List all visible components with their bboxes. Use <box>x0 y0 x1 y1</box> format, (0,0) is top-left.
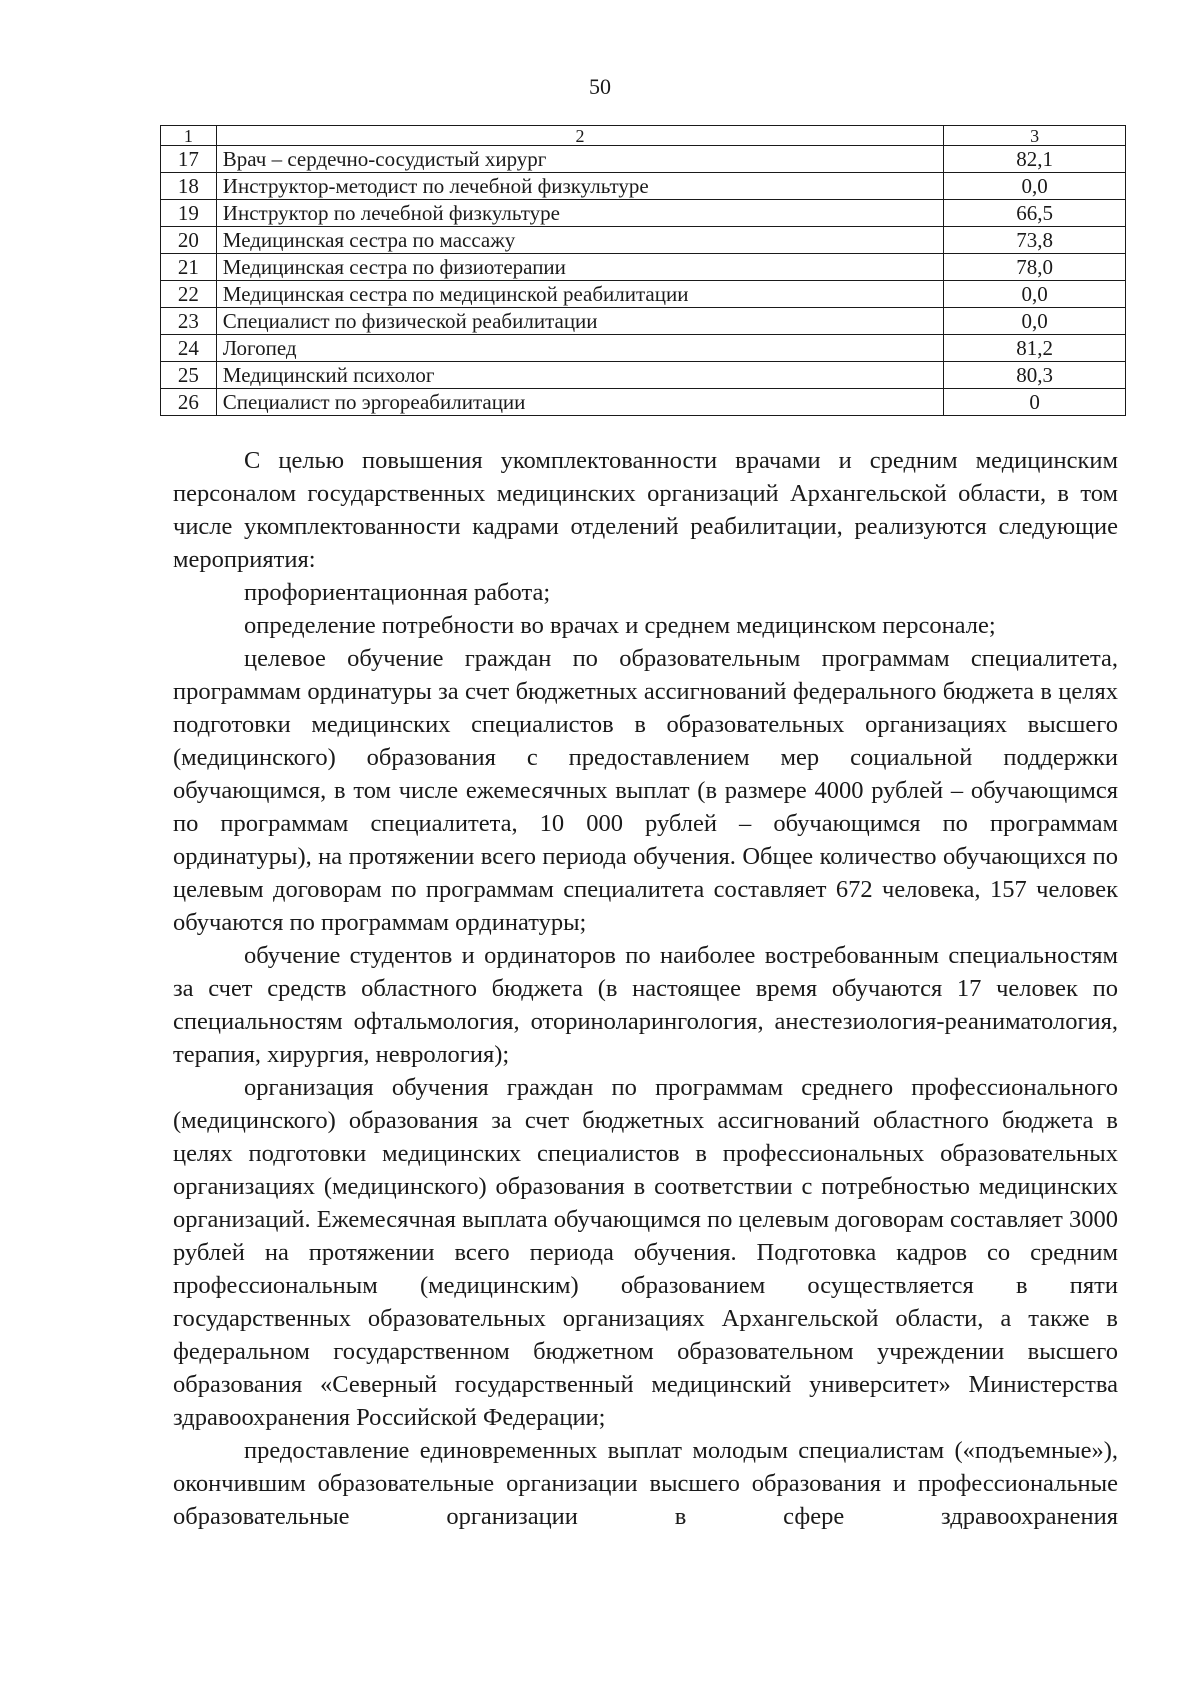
table-row <box>161 227 1126 254</box>
position-name: Медицинская сестра по массажу <box>216 227 943 254</box>
paragraph-lump-sum-payments: предоставление единовременных выплат молодым специалистам («подъемные»), окончившим образовательные организации высшего образования и профессиональные образовательные организации в сфере здравоохранения <box>173 1437 1118 1530</box>
paragraph-needs-assessment: определение потребности во врачах и среднем медицинском персонале; <box>244 612 996 639</box>
row-number: 20 <box>161 227 217 254</box>
staffing-value: 80,3 <box>944 362 1126 389</box>
table-row <box>161 389 1126 416</box>
paragraph-intro: С целью повышения укомплектованности врачами и средним медицинским персоналом государственных медицинских организаций Архангельской области, в том числе укомплектованности кадрами отделений реабилитации, реализуются следующие мероприятия: <box>173 447 1118 573</box>
paragraph-career-guidance: профориентационная работа; <box>244 579 551 606</box>
table-row <box>161 335 1126 362</box>
position-name: Медицинская сестра по физиотерапии <box>216 254 943 281</box>
staffing-value: 66,5 <box>944 200 1126 227</box>
staffing-value: 0 <box>944 389 1126 416</box>
row-number: 26 <box>161 389 217 416</box>
row-number: 18 <box>161 173 217 200</box>
staffing-value: 78,0 <box>944 254 1126 281</box>
staffing-value: 0,0 <box>944 173 1126 200</box>
staffing-value: 0,0 <box>944 308 1126 335</box>
table-row <box>161 146 1126 173</box>
row-number: 22 <box>161 281 217 308</box>
staffing-value: 0,0 <box>944 281 1126 308</box>
table-row <box>161 281 1126 308</box>
body-text <box>173 444 1118 1533</box>
table-header-cell: 1 <box>161 126 217 146</box>
position-name: Врач – сердечно-сосудистый хирург <box>216 146 943 173</box>
page-number: 50 <box>589 74 611 99</box>
row-number: 23 <box>161 308 217 335</box>
staffing-value: 73,8 <box>944 227 1126 254</box>
staffing-value: 82,1 <box>944 146 1126 173</box>
row-number: 21 <box>161 254 217 281</box>
paragraph-regional-budget-training: обучение студентов и ординаторов по наиболее востребованным специальностям за счет средств областного бюджета (в настоящее время обучаются 17 человек по специальностям офтальмология, оториноларингология, анестезиология-реаниматология, терапия, хирургия, неврология); <box>173 942 1118 1068</box>
table-header-cell: 2 <box>216 126 943 146</box>
position-name: Логопед <box>216 335 943 362</box>
position-name: Инструктор по лечебной физкультуре <box>216 200 943 227</box>
row-number: 25 <box>161 362 217 389</box>
position-name: Инструктор-методист по лечебной физкультуре <box>216 173 943 200</box>
table-header-cell: 3 <box>944 126 1126 146</box>
table-header-row <box>161 126 1126 146</box>
table-row <box>161 200 1126 227</box>
position-name: Специалист по физической реабилитации <box>216 308 943 335</box>
position-name: Медицинский психолог <box>216 362 943 389</box>
table-row <box>161 173 1126 200</box>
row-number: 19 <box>161 200 217 227</box>
paragraph-targeted-training: целевое обучение граждан по образовательным программам специалитета, программам ординатуры за счет бюджетных ассигнований федерального бюджета в целях подготовки медицинских специалистов в образовательных организациях высшего (медицинского) образования с предоставлением мер социальной поддержки обучающимся, в том числе ежемесячных выплат (в размере 4000 рублей – обучающимся по программам специалитета, 10 000 рублей – обучающимся по программам ординатуры), на протяжении всего периода обучения. Общее количество обучающихся по целевым договорам по программам специалитета составляет 672 человека, 157 человек обучаются по программам ординатуры; <box>173 645 1118 936</box>
row-number: 24 <box>161 335 217 362</box>
row-number: 17 <box>161 146 217 173</box>
position-name: Специалист по эргореабилитации <box>216 389 943 416</box>
paragraph-secondary-education: организация обучения граждан по программам среднего профессионального (медицинского) образования за счет бюджетных ассигнований областного бюджета в целях подготовки медицинских специалистов в профессиональных образовательных организациях (медицинского) образования в соответствии с потребностью медицинских организаций. Ежемесячная выплата обучающимся по целевым договорам составляет 3000 рублей на протяжении всего периода обучения. Подготовка кадров со средним профессиональным (медицинским) образованием осуществляется в пяти государственных образовательных организациях Архангельской области, а также в федеральном государственном бюджетном образовательном учреждении высшего образования «Северный государственный медицинский университет» Министерства здравоохранения Российской Федерации; <box>173 1074 1118 1431</box>
table-row <box>161 254 1126 281</box>
table-row <box>161 362 1126 389</box>
table-row <box>161 308 1126 335</box>
position-name: Медицинская сестра по медицинской реабилитации <box>216 281 943 308</box>
staffing-value: 81,2 <box>944 335 1126 362</box>
staffing-table <box>160 125 1126 416</box>
